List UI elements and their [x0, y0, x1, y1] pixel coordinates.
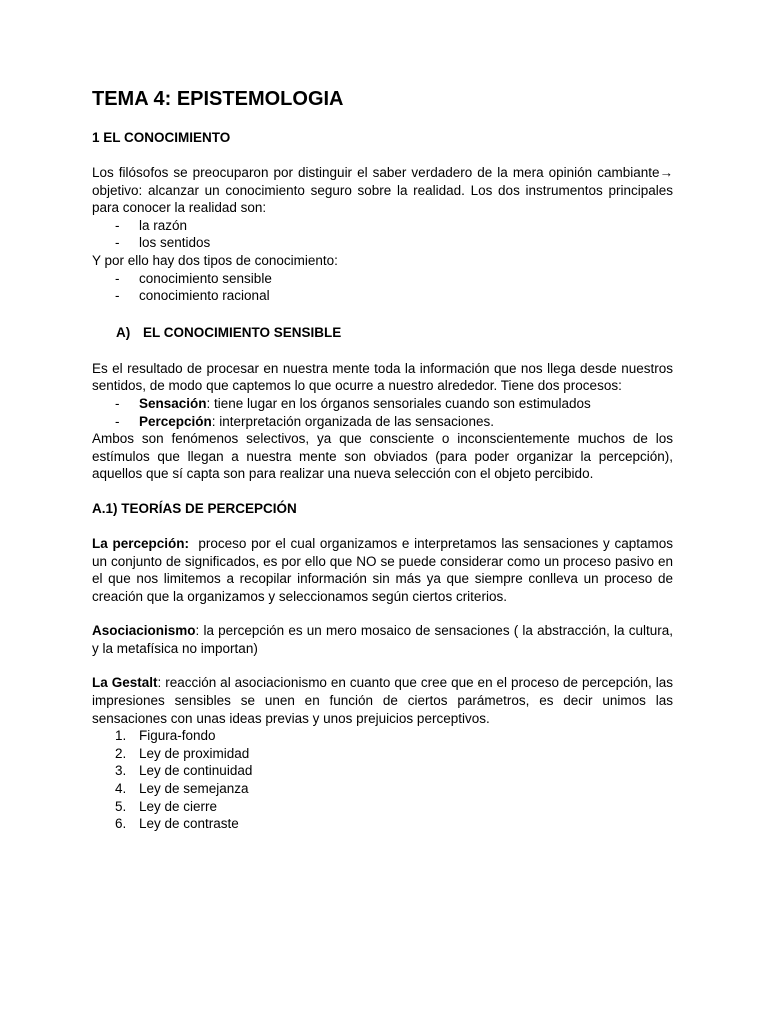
list-item: - los sentidos: [115, 235, 211, 251]
list-item: - la razón: [115, 217, 188, 233]
list-item: - Percepción: interpretación organizada de las sensaciones.: [115, 413, 494, 429]
gestalt-laws-list: [92, 727, 673, 833]
percepcion-paragraph: La percepción: proceso por el cual organizamos e interpretamos las sensaciones y captamos un conjunto de significados, es por ello que NO se puede considerar como un proceso pasivo en el que nos limitemos a recopilar información sin más ya que siempre conlleva un proceso de creación que la organizamos y seleccionamos según ciertos criterios.: [92, 535, 677, 604]
list-item: 6. Ley de contraste: [115, 816, 239, 832]
section-heading-conocimiento: 1 EL CONOCIMIENTO: [92, 130, 231, 145]
list-item: 3. Ley de continuidad: [115, 763, 253, 779]
list-item: 2. Ley de proximidad: [115, 745, 250, 761]
section-heading-teorias: A.1) TEORÍAS DE PERCEPCIÓN: [92, 500, 297, 516]
instruments-list: [92, 217, 673, 252]
sensible-paragraph: Es el resultado de procesar en nuestra mente toda la información que nos llega desde nuestros sentidos, de modo que captemos lo que ocurre a nuestro alrededor. Tiene dos procesos:: [92, 360, 673, 394]
section-heading-sensible: A) EL CONOCIMIENTO SENSIBLE: [116, 324, 342, 340]
selective-paragraph: Ambos son fenómenos selectivos, ya que consciente o inconscientemente muchos de los estímulos que llegan a nuestra mente son obviados (para poder organizar la percepción), aquellos que sí capta son para realizar una nueva selección con el objeto percibido.: [92, 431, 673, 482]
list-item: - conocimiento racional: [115, 288, 270, 304]
document-body: [92, 86, 677, 833]
processes-list: [92, 395, 673, 430]
list-item: 4. Ley de semejanza: [115, 781, 249, 797]
list-item: 5. Ley de cierre: [115, 798, 218, 814]
asociacionismo-paragraph: Asociacionismo: la percepción es un mero mosaico de sensaciones ( la abstracción, la cultura, y la metafísica no importan): [92, 623, 673, 656]
list-item: 1. Figura-fondo: [115, 728, 216, 744]
types-intro: Y por ello hay dos tipos de conocimiento:: [92, 252, 338, 268]
gestalt-paragraph: La Gestalt: reacción al asociacionismo en cuanto que cree que en el proceso de percepción, las impresiones sensibles se unen en función de ciertos parámetros, es decir unimos las sensaciones con unas ideas previas y unos prejuicios perceptivos.: [92, 675, 673, 726]
intro-paragraph: Los filósofos se preocuparon por distinguir el saber verdadero de la mera opinión cambiante→ objetivo: alcanzar un conocimiento seguro sobre la realidad. Los dos instrumentos principales para conocer la realidad son:: [92, 165, 673, 216]
page-title: TEMA 4: EPISTEMOLOGIA: [92, 88, 344, 110]
list-item: - conocimiento sensible: [115, 270, 272, 286]
list-item: - Sensación: tiene lugar en los órganos sensoriales cuando son estimulados: [115, 395, 591, 411]
types-list: [92, 270, 673, 305]
